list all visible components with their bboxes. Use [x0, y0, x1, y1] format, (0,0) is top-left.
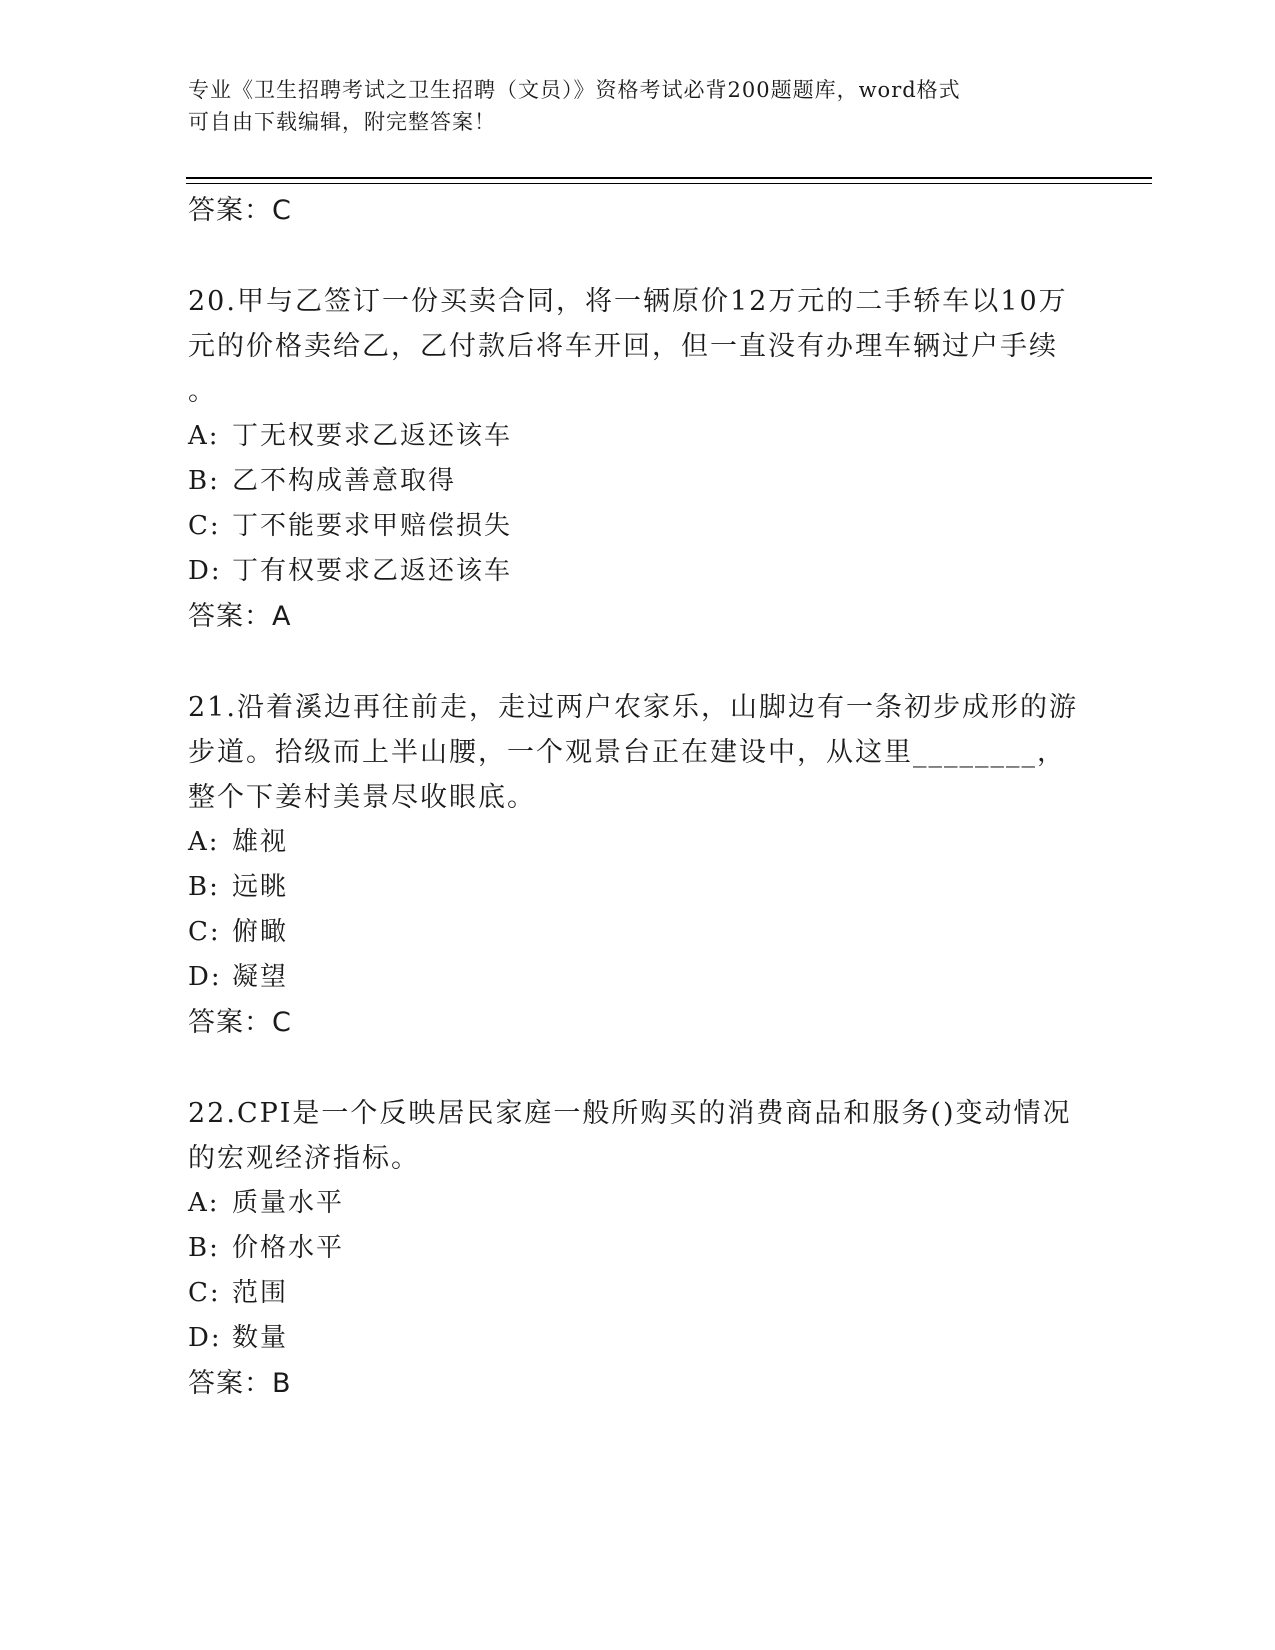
option-text: 丁不能要求甲赔偿损失 [232, 511, 513, 541]
option-label: C: [188, 917, 221, 947]
option-label: D: [188, 962, 222, 992]
option-label: C: [188, 511, 221, 541]
question-stem [188, 1091, 1088, 1181]
stem-line: 元的价格卖给乙，乙付款后将车开回，但一直没有办理车辆过户手续 [188, 331, 1058, 362]
header-line-1: 专业《卫生招聘考试之卫生招聘（文员）》资格考试必背200题题库，word格式 [188, 78, 961, 102]
option-b [188, 459, 1088, 504]
option-label: D: [188, 1323, 222, 1353]
option-text: 数量 [232, 1323, 289, 1353]
option-label: B: [188, 1233, 220, 1263]
option-label: B: [188, 872, 220, 902]
option-text: 丁无权要求乙返还该车 [232, 421, 513, 451]
question-stem [188, 279, 1088, 414]
option-a [188, 820, 1088, 865]
option-text: 凝望 [232, 962, 289, 992]
question-21 [188, 685, 1088, 1045]
header-line-2: 可自由下载编辑，附完整答案！ [188, 110, 496, 134]
answer: 答案：A [188, 601, 292, 632]
option-c [188, 910, 1088, 955]
document-body [188, 188, 1088, 1406]
option-b [188, 865, 1088, 910]
stem-line: 22.CPI是一个反映居民家庭一般所购买的消费商品和服务()变动情况 [188, 1098, 1072, 1129]
option-text: 丁有权要求乙返还该车 [232, 556, 513, 586]
option-label: A: [188, 421, 220, 451]
stem-line: 21.沿着溪边再往前走，走过两户农家乐，山脚边有一条初步成形的游 [188, 692, 1078, 723]
option-text: 范围 [232, 1278, 289, 1308]
option-d [188, 955, 1088, 1000]
document-header [188, 74, 1078, 138]
option-label: D: [188, 556, 222, 586]
stem-line: 步道。拾级而上半山腰，一个观景台正在建设中，从这里________， [188, 737, 1066, 768]
option-c [188, 1271, 1088, 1316]
option-text: 质量水平 [232, 1188, 345, 1218]
option-text: 价格水平 [232, 1233, 345, 1263]
stem-line: 20.甲与乙签订一份买卖合同，将一辆原价12万元的二手轿车以10万 [188, 286, 1068, 317]
question-stem [188, 685, 1088, 820]
stem-line: 的宏观经济指标。 [188, 1143, 420, 1174]
stem-line: 整个下姜村美景尽收眼底。 [188, 782, 536, 813]
option-d [188, 1316, 1088, 1361]
question-22 [188, 1091, 1088, 1406]
option-label: B: [188, 466, 220, 496]
option-d [188, 549, 1088, 594]
question-20 [188, 279, 1088, 639]
option-b [188, 1226, 1088, 1271]
option-c [188, 504, 1088, 549]
header-rule-thin [186, 183, 1152, 184]
option-text: 远眺 [232, 872, 289, 902]
option-label: A: [188, 827, 220, 857]
option-a [188, 414, 1088, 459]
option-label: A: [188, 1188, 220, 1218]
option-label: C: [188, 1278, 221, 1308]
stem-line: 。 [188, 376, 217, 407]
answer: 答案：C [188, 1007, 292, 1038]
header-rule-thick [186, 177, 1152, 179]
option-a [188, 1181, 1088, 1226]
answer: 答案：B [188, 1368, 292, 1399]
previous-answer: 答案：C [188, 195, 292, 226]
option-text: 俯瞰 [232, 917, 289, 947]
option-text: 雄视 [232, 827, 289, 857]
option-text: 乙不构成善意取得 [232, 466, 457, 496]
